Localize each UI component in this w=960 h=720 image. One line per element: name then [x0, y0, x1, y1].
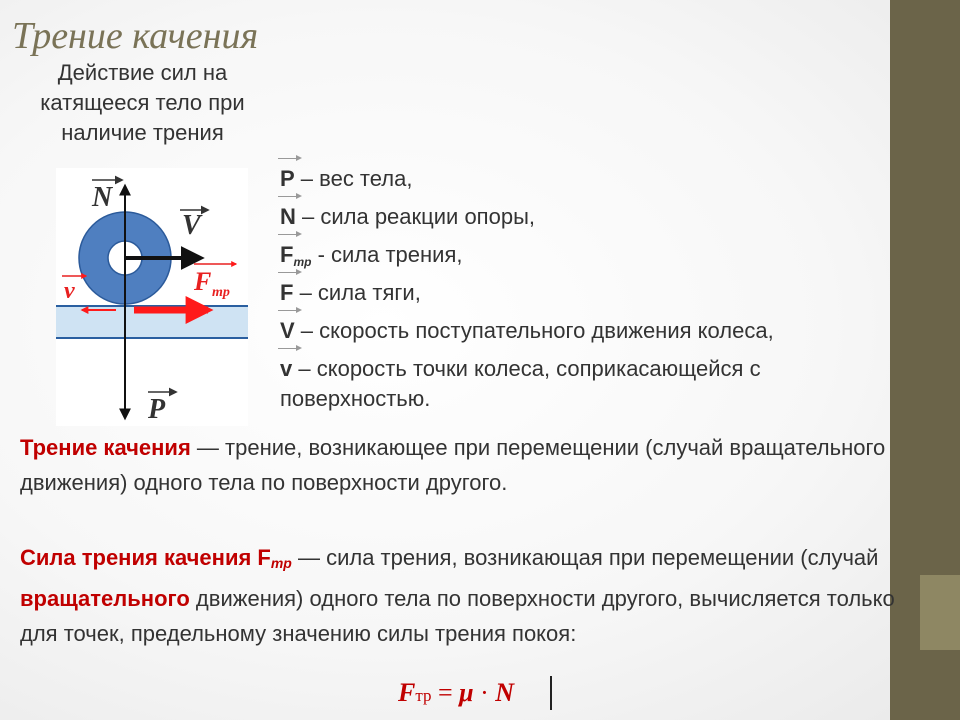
- legend-symbol: N: [280, 202, 296, 232]
- legend-item-P: [280, 164, 900, 194]
- legend-symbol: F: [280, 278, 293, 308]
- definition-term: Сила трения качения F: [20, 545, 271, 570]
- label-N: N: [92, 182, 113, 213]
- definition-text-a: — сила трения, возникающая при перемещении (случай: [291, 545, 879, 570]
- legend-text: – скорость точки колеса, соприкасающейся с поверхностью.: [280, 356, 761, 411]
- label-F: F: [194, 267, 212, 296]
- label-F-sub: тр: [212, 285, 230, 300]
- legend-text: – вес тела,: [294, 166, 413, 191]
- definition-rolling-friction: [20, 430, 920, 500]
- force-legend: [280, 156, 900, 414]
- label-V: V: [182, 210, 201, 241]
- label-v: v: [64, 278, 75, 304]
- formula-rhs: N: [495, 678, 515, 707]
- rolling-wheel-figure: [56, 168, 248, 426]
- definition-rolling-friction-force: [20, 540, 920, 651]
- legend-symbol: F: [280, 240, 293, 270]
- legend-text: – сила тяги,: [293, 280, 421, 305]
- legend-symbol: P: [280, 164, 295, 194]
- sidebar-accent: [920, 575, 960, 650]
- slide-title: Трение качения: [12, 15, 259, 57]
- definition-text: — трение, возникающее при перемещении (случай вращательного движения) одного тела по поверхности другого.: [20, 435, 886, 495]
- formula-mu: μ: [459, 678, 474, 707]
- definition-highlight: вращательного: [20, 586, 190, 611]
- formula-lhs-sub: тр: [415, 686, 432, 705]
- definition-term: Трение качения: [20, 435, 191, 460]
- formula-equals: =: [431, 678, 460, 707]
- legend-text: - сила трения,: [311, 242, 463, 267]
- legend-item-V: [280, 316, 900, 346]
- legend-item-v: [280, 354, 900, 414]
- legend-item-N: [280, 202, 900, 232]
- friction-formula: [398, 676, 552, 710]
- definition-text-b: движения) одного тела по поверхности другого, вычисляется только для точек, предельному значению силы трения покоя:: [20, 586, 895, 646]
- formula-lhs: F: [398, 678, 416, 707]
- wheel-diagram: [56, 168, 248, 426]
- legend-item-F: [280, 278, 900, 308]
- legend-text: – скорость поступательного движения колеса,: [294, 318, 774, 343]
- label-P: P: [148, 394, 166, 425]
- legend-symbol-sub: тр: [293, 255, 312, 269]
- legend-symbol: v: [280, 354, 292, 384]
- slide-subtitle: Действие сил на катящееся тело при наличие трения: [40, 60, 245, 145]
- legend-symbol: V: [280, 316, 295, 346]
- definition-term-sub: тр: [270, 555, 292, 571]
- legend-item-Ftr: [280, 240, 900, 270]
- legend-text: – сила реакции опоры,: [295, 204, 535, 229]
- formula-dot: ·: [473, 678, 496, 707]
